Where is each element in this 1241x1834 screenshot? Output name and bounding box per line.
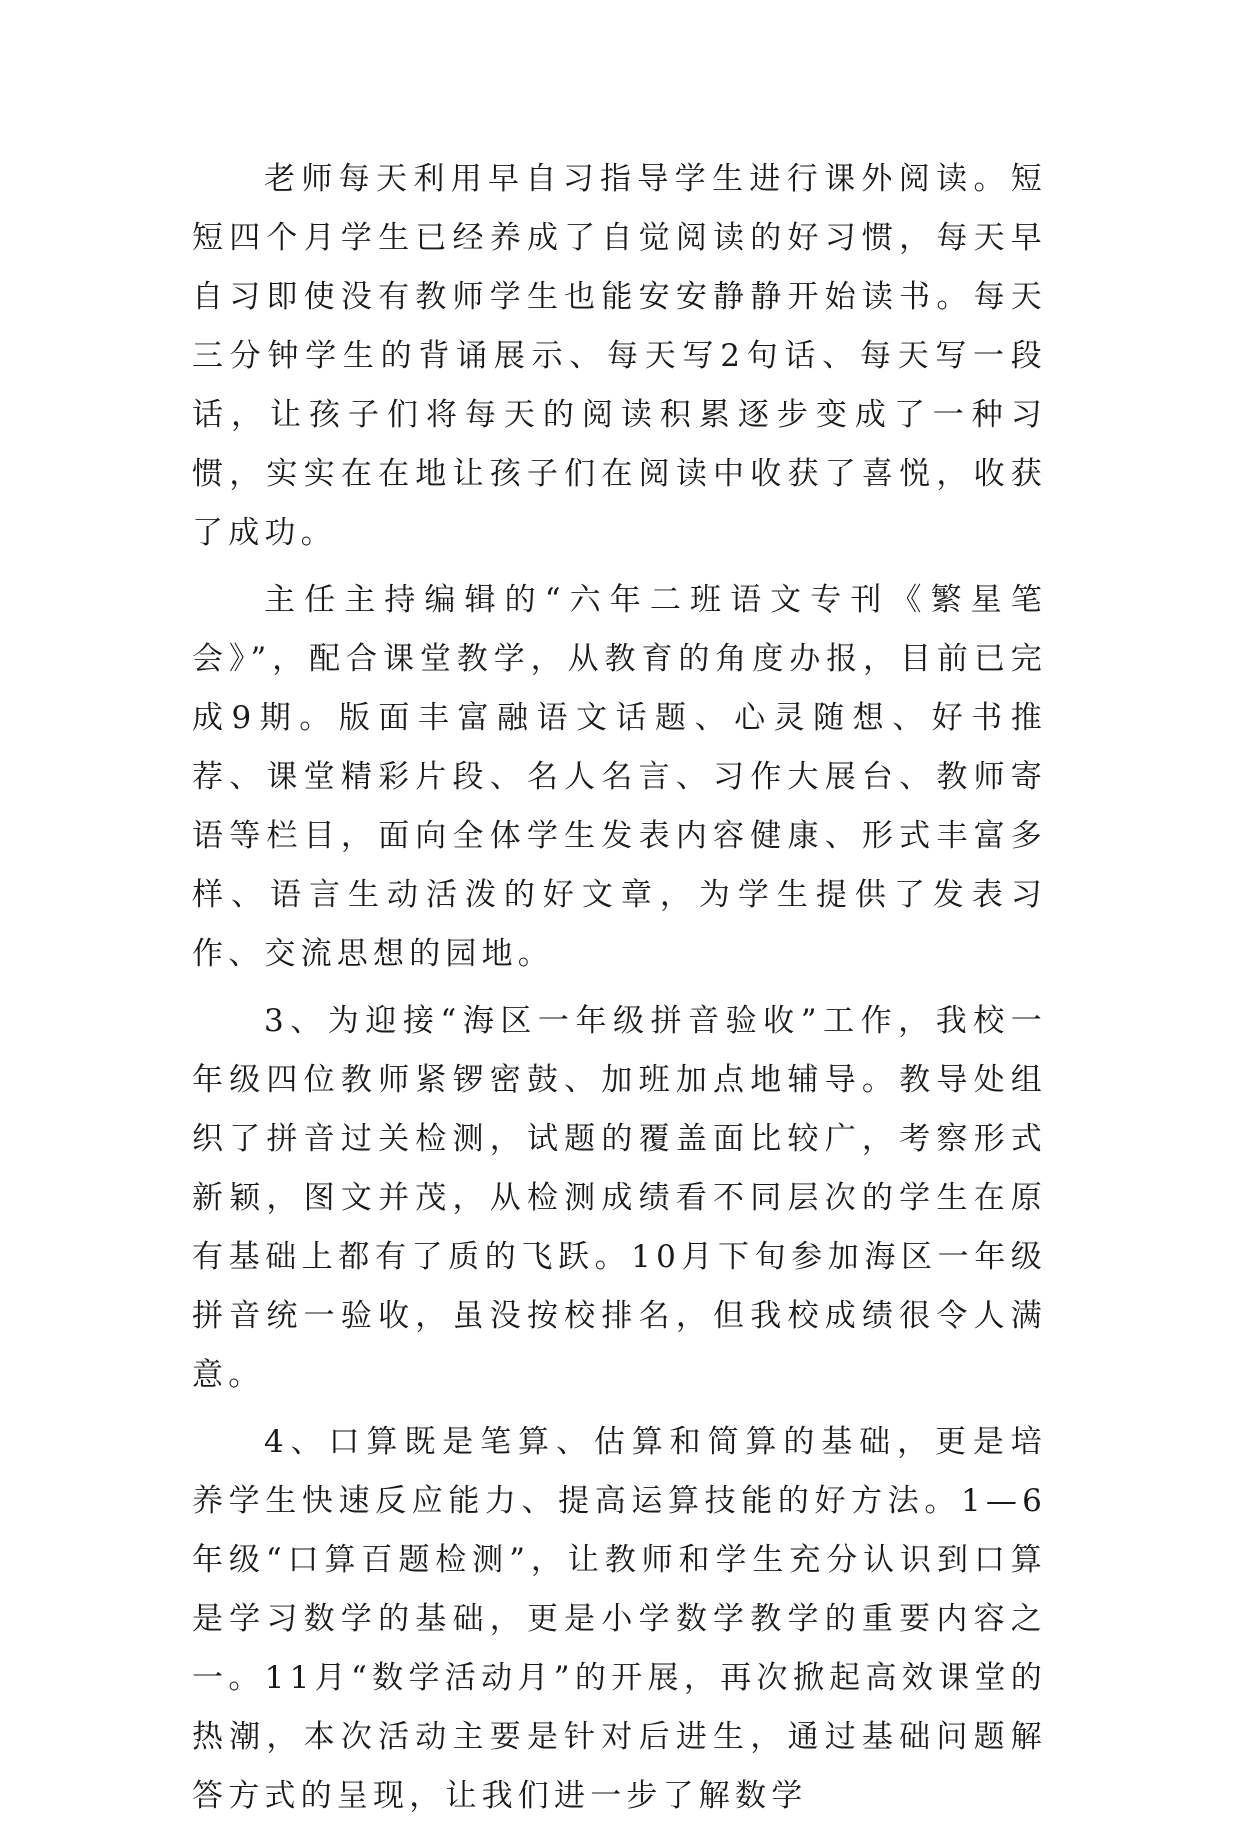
paragraph-mental-arithmetic: 4、口算既是笔算、估算和简算的基础，更是培养学生快速反应能力、提高运算技能的好方法。1—6年级“口算百题检测”，让教师和学生充分认识到口算是学习数学的基础，更是小学数学教学的重要内容之一。11月“数学活动月”的开展，再次掀起高效课堂的热潮，本次活动主要是针对后进生，通过基础问题解答方式的呈现，让我们进一步了解数学 [192,1424,1047,1814]
paragraph-class-journal: 主任主持编辑的“六年二班语文专刊《繁星笔会》”，配合课堂教学，从教育的角度办报，目前已完成9期。版面丰富融语文话题、心灵随想、好书推荐、课堂精彩片段、名人名言、习作大展台、教师寄语等栏目，面向全体学生发表内容健康、形式丰富多样、语言生动活泼的好文章，为学生提供了发表习作、交流思想的园地。 [192,582,1047,972]
paragraph-reading-habits: 老师每天利用早自习指导学生进行课外阅读。短短四个月学生已经养成了自觉阅读的好习惯，每天早自习即使没有教师学生也能安安静静开始读书。每天三分钟学生的背诵展示、每天写2句话、每天写一段话，让孩子们将每天的阅读积累逐步变成了一种习惯，实实在在地让孩子们在阅读中收获了喜悦，收获了成功。 [192,161,1047,551]
paragraph-pinyin-acceptance: 3、为迎接“海区一年级拼音验收”工作，我校一年级四位教师紧锣密鼓、加班加点地辅导。教导处组织了拼音过关检测，试题的覆盖面比较广，考察形式新颖，图文并茂，从检测成绩看不同层次的学生在原有基础上都有了质的飞跃。10月下旬参加海区一年级拼音统一验收，虽没按校排名，但我校成绩很令人满意。 [192,1003,1047,1393]
document-page [192,150,1047,1834]
